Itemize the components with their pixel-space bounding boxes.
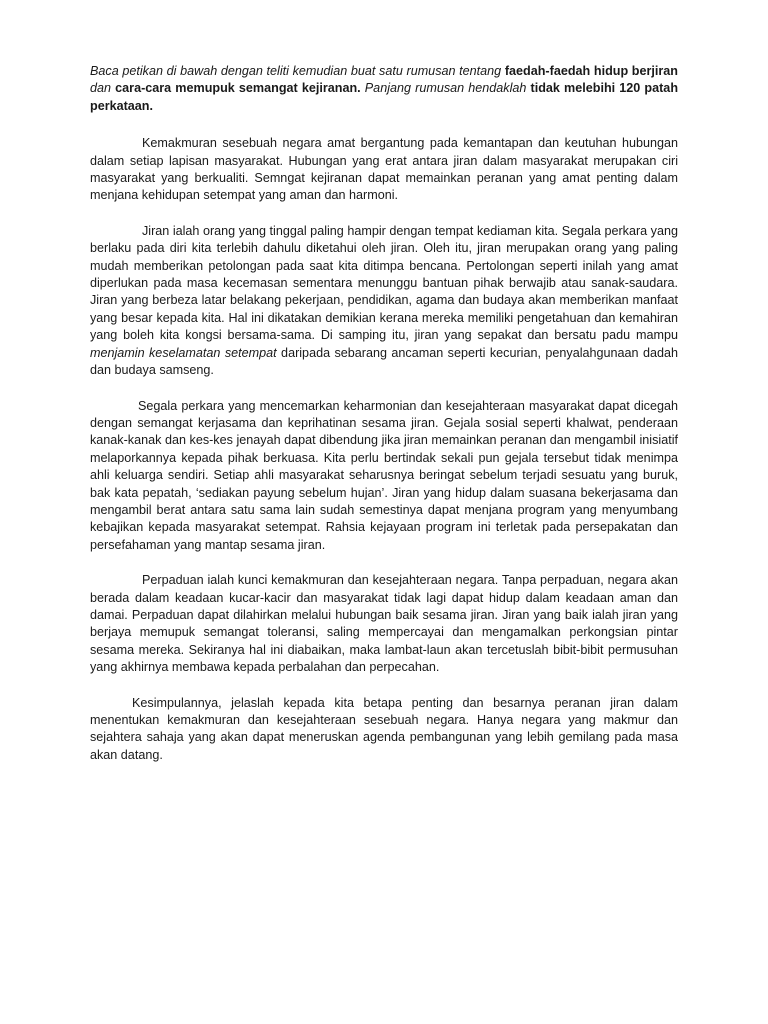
- document-page: [90, 63, 678, 782]
- paragraph-2-text-a: Jiran ialah orang yang tinggal paling hampir dengan tempat kediaman kita. Segala perkara yang berlaku pada diri kita terlebih dahulu diketahui oleh jiran. Oleh itu, jiran merupakan orang yang paling mudah memberikan petolongan pada saat kita ditimpa bencana. Pertolongan seperti inilah yang amat diperlukan pada masa kecemasan sementara menunggu bantuan pihak berwajib atau sanak-saudara. Jiran yang berbeza latar belakang pekerjaan, pendidikan, agama dan budaya akan memberikan manfaat yang besar kepada kita. Hal ini dikatakan demikian kerana mereka memiliki pengetahuan dan kemahiran yang boleh kita kongsi bersama-sama. Di samping itu, jiran yang sepakat dan bersatu padu mampu: [90, 223, 678, 343]
- instructions-length-note: Panjang rumusan hendaklah: [360, 81, 531, 96]
- paragraph-1: Kemakmuran sesebuah negara amat bergantung pada kemantapan dan keutuhan hubungan dalam setiap lapisan masyarakat. Hubungan yang erat antara jiran dalam masyarakat merupakan ciri masyarakat yang berkualiti. Semngat kejiranan dapat memainkan peranan yang amat penting dalam menjana kehidupan setempat yang aman dan harmoni.: [90, 136, 678, 203]
- paragraph-5: Kesimpulannya, jelaslah kepada kita betapa penting dan besarnya peranan jiran dalam menentukan kemakmuran dan kesejahteraan sesebuah negara. Hanya negara yang makmur dan sejahtera sahaja yang akan dapat meneruskan agenda pembangunan yang lebih gemilang pada masa akan datang.: [90, 695, 678, 762]
- instructions-connector: dan: [90, 81, 116, 96]
- instructions-intro: Baca petikan di bawah dengan teliti kemudian buat satu rumusan tentang: [90, 64, 505, 78]
- paragraph-2: [90, 223, 678, 380]
- paragraph-4: Perpaduan ialah kunci kemakmuran dan kesejahteraan negara. Tanpa perpaduan, negara akan berada dalam keadaan kucar-kacir dan masyarakat tidak lagi dapat hidup dalam keadaan aman dan damai. Perpaduan dapat dilahirkan melalui hubungan baik sesama jiran. Jiran yang baik ialah jiran yang berjaya memupuk semangat toleransi, saling mempercayai dan mengamalkan perkongsian pintar sesama mereka. Sekiranya hal ini diabaikan, maka lambat-laun akan tercetuslah bibit-bibit permusuhan yang akhirnya membawa kepada perbalahan dan perpecahan.: [90, 573, 678, 675]
- instructions: [90, 63, 678, 115]
- paragraph-2-emphasis: menjamin keselamatan setempat: [90, 345, 277, 360]
- instructions-topic-2: cara-cara memupuk semangat kejiranan.: [115, 81, 361, 96]
- paragraph-2-text-c: daripada sebarang ancaman seperti kecurian, penyalahgunaan dadah dan budaya samseng.: [90, 345, 678, 378]
- instructions-word-limit: tidak melebihi 120 patah perkataan.: [90, 81, 679, 113]
- instructions-topic-1: faedah-faedah hidup berjiran: [504, 64, 679, 78]
- paragraph-3: Segala perkara yang mencemarkan keharmonian dan kesejahteraan masyarakat dapat dicegah dengan semangat kerjasama dan keprihatinan sesama jiran. Gejala sosial seperti khalwat, penderaan kanak-kanak dan kes-kes jenayah dapat dibendung jika jiran memainkan peranan dan mengambil inisiatif melaporkannya kepada pihak berkuasa. Kita perlu bertindak sekali pun gejala tersebut tidak menimpa ahli keluarga sendiri. Setiap ahli masyarakat seharusnya beringat sebelum terjadi sesuatu yang buruk, bak kata pepatah, ‘sediakan payung sebelum hujan’. Jiran yang hidup dalam suasana bekerjasama dan mengambil berat antara satu sama lain sudah semestinya dapat menjana program yang menyumbang kebajikan kepada masyarakat setempat. Rahsia kejayaan program ini terletak pada persepakatan dan persefahaman yang mantap sesama jiran.: [90, 398, 678, 552]
